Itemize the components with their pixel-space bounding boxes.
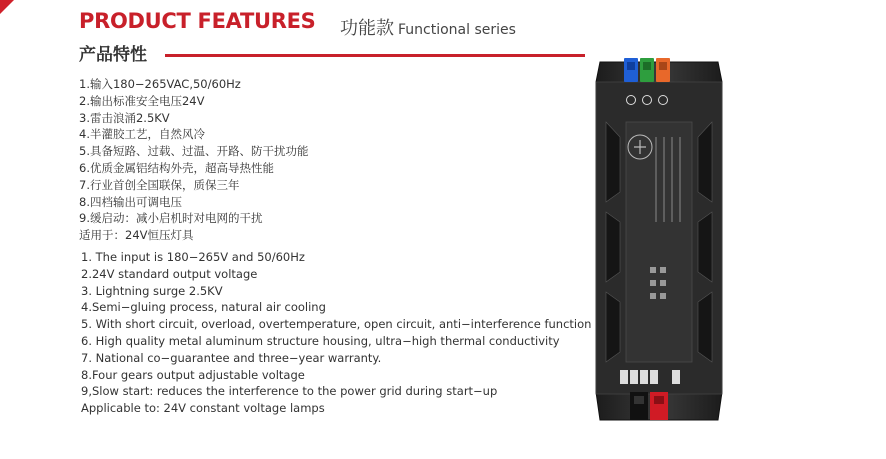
list-item: 7. National co−guarantee and three−year warranty.	[81, 350, 382, 365]
list-item: 5.具备短路、过载、过温、开路、防干扰功能	[79, 144, 309, 159]
list-item: 4.半灌胶工艺，自然风冷	[79, 127, 205, 142]
power-driver-image	[590, 52, 728, 422]
series-cn: 功能款	[340, 18, 394, 39]
list-item: 3.雷击浪涌2.5KV	[79, 110, 170, 125]
list-item: 9.缓启动：减小启机时对电网的干扰	[79, 211, 263, 226]
list-item: 2.24V standard output voltage	[81, 266, 258, 281]
list-item: 1. The input is 180−265V and 50/60Hz	[81, 250, 305, 264]
section-subtitle: 产品特性	[79, 45, 147, 65]
features-en-list	[81, 249, 591, 417]
features-cn-list	[79, 76, 308, 244]
title-divider	[165, 54, 585, 57]
list-item: 4.Semi−gluing process, natural air cooling	[81, 300, 326, 315]
list-item: Applicable to: 24V constant voltage lamps	[81, 401, 325, 416]
input-terminals	[624, 58, 670, 82]
list-item: 7.行业首创全国联保，质保三年	[79, 177, 240, 192]
list-item: 6. High quality metal aluminum structure housing, ultra−high thermal conductivity	[81, 333, 560, 348]
list-item: 5. With short circuit, overload, overtemperature, open circuit, anti−interference function	[81, 317, 592, 332]
corner-accent	[0, 0, 14, 14]
page-title: PRODUCT FEATURES	[79, 9, 316, 33]
list-item: 8.四档输出可调电压	[79, 194, 182, 209]
list-item: 适用于：24V恒压灯具	[79, 228, 194, 243]
series-en: Functional series	[398, 22, 516, 38]
list-item: 8.Four gears output adjustable voltage	[81, 367, 305, 382]
list-item: 9,Slow start: reduces the interference to the power grid during start−up	[81, 384, 498, 399]
list-item: 6.优质金属铝结构外壳，超高导热性能	[79, 160, 274, 175]
list-item: 2.输出标准安全电压24V	[79, 93, 205, 108]
list-item: 3. Lightning surge 2.5KV	[81, 283, 223, 298]
series-label	[340, 14, 516, 40]
list-item: 1.输入180−265VAC,50/60Hz	[79, 77, 241, 91]
